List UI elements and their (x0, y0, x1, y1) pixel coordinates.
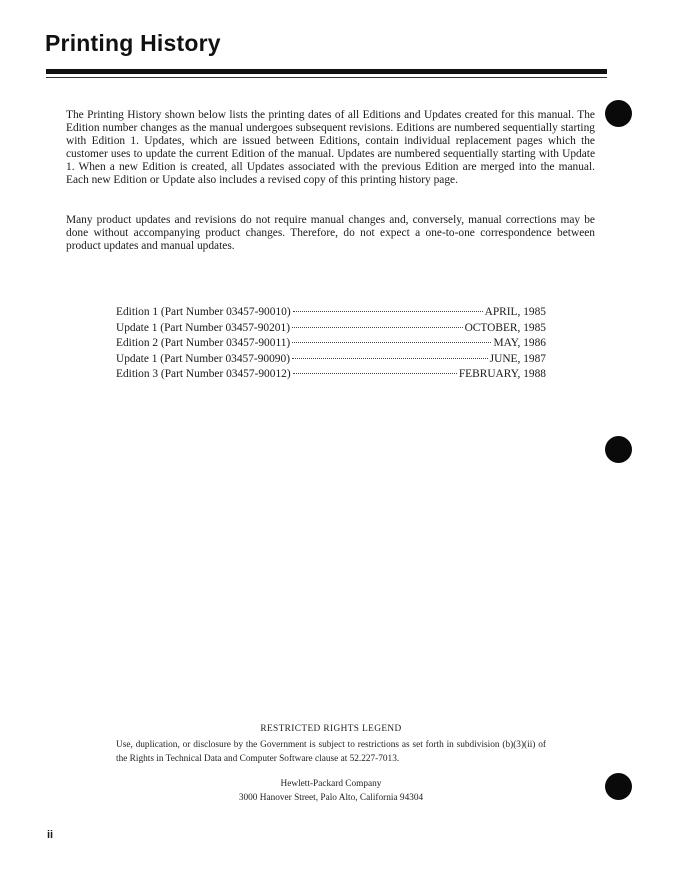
edition-label: Edition 1 (Part Number 03457-90010) (116, 306, 291, 318)
dot-leader (293, 311, 483, 312)
edition-row (116, 353, 546, 369)
note-paragraph: Many product updates and revisions do not require manual changes and, conversely, manual corrections may be done without accompanying product changes. Therefore, do not expect a one-to-one correspondence between product updates and manual updates. (66, 214, 595, 253)
legend-body: Use, duplication, or disclosure by the Government is subject to restrictions as set forth in subdivision (b)(3)(ii) of the Rights in Technical Data and Computer Software clause at 52.227-7013. (116, 740, 546, 764)
edition-row (116, 337, 546, 353)
title-rule-thick (46, 69, 607, 74)
edition-label: Update 1 (Part Number 03457-90201) (116, 321, 290, 334)
page-number: ii (47, 829, 54, 841)
edition-label: Edition 3 (Part Number 03457-90012) (116, 368, 291, 380)
legend-title: RESTRICTED RIGHTS LEGEND (260, 724, 402, 734)
dot-leader (292, 358, 488, 359)
edition-label: Update 1 (Part Number 03457-90090) (116, 352, 290, 365)
edition-date: MAY, 1986 (493, 337, 546, 349)
edition-row (116, 306, 546, 322)
dot-leader (293, 373, 457, 374)
title-rule-thin (46, 77, 607, 78)
edition-date: APRIL, 1985 (484, 306, 546, 318)
edition-row (116, 322, 546, 338)
dot-leader (292, 327, 463, 328)
edition-row (116, 368, 546, 384)
edition-date: OCTOBER, 1985 (464, 321, 546, 334)
page-title: Printing History (45, 30, 221, 56)
edition-date: JUNE, 1987 (489, 352, 546, 365)
company-address: 3000 Hanover Street, Palo Alto, California 94304 (238, 793, 424, 803)
binder-hole-icon (605, 100, 632, 127)
binder-hole-icon (605, 436, 632, 463)
binder-hole-icon (605, 773, 632, 800)
intro-paragraph: The Printing History shown below lists the printing dates of all Editions and Updates created for this manual. The Edition number changes as the manual undergoes subsequent revisions. Editions are numbered sequentially starting with Edition 1. Updates, which are issued between Editions, contain individual replacement pages which the customer uses to update the current Edition of the manual. Updates are numbered sequentially starting with Update 1. When a new Edition is created, all Updates associated with the previous Edition are merged into the manual. Each new Edition or Update also includes a revised copy of this printing history page. (66, 109, 595, 187)
company-name: Hewlett-Packard Company (280, 779, 382, 789)
edition-date: FEBRUARY, 1988 (458, 368, 546, 380)
edition-label: Edition 2 (Part Number 03457-90011) (116, 337, 291, 349)
printing-history-list (116, 306, 546, 384)
dot-leader (292, 342, 491, 343)
